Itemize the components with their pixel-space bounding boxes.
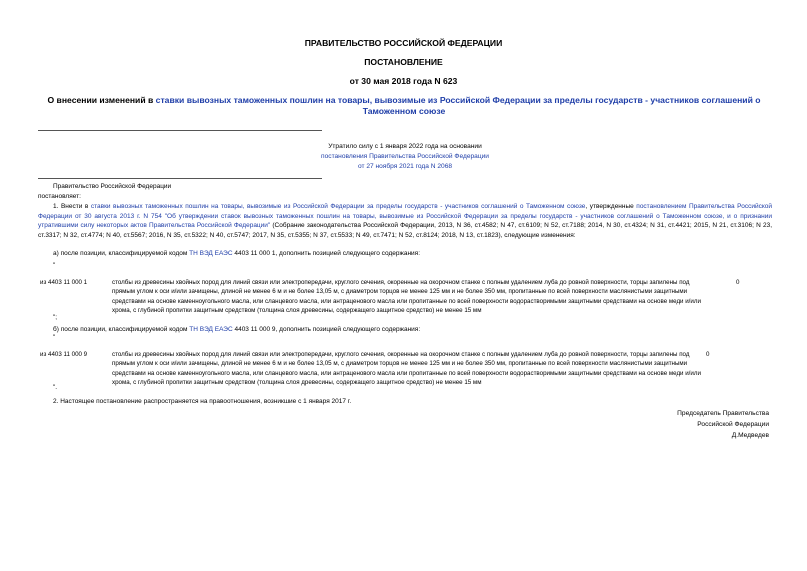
divider-bottom: [38, 178, 322, 179]
issuer-heading: ПРАВИТЕЛЬСТВО РОССИЙСКОЙ ФЕДЕРАЦИИ: [304, 38, 503, 48]
position-description: столбы из древесины хвойных пород для линий связи или электропередачи, круглого сечения, окоренные на окорочном станке с полным удалением луба до ровной поверхности, торцы запилены под прямым углом к оси и/или зачищены, длиной не менее 6 м и не более 13,05 м, с диаметром торцов не менее 125 мм и не более 350 мм, пропитанные по всей поверхности маслянистыми защитными средствами на основе каменноугольного масла, или сланцевого масла, или антраценового масла или пропитанные по всей поверхности водорастворимыми защитными средствами на основе меди и/или хрома, с глубиной пропитки защитным средством (толщина слоя древесины, содержащего защитное средство) не менее 15 мм: [112, 351, 701, 387]
quote-open: ": [53, 262, 56, 269]
status-link-decree[interactable]: постановления Правительства Российской Федерации: [321, 153, 489, 160]
subitem-b-tnved-link[interactable]: ТН ВЭД ЕАЭС: [189, 326, 233, 333]
item1-prefix: 1. Внести в: [53, 203, 91, 210]
subitem-b-prefix: б) после позиции, классифицируемой кодом: [53, 326, 190, 333]
item-1: [38, 202, 772, 240]
item1-rates-link[interactable]: ставки вывозных таможенных пошлин на товары, вывозимые из Российской Федерации за пределы государств - участников соглашений о Таможенном союзе: [90, 203, 586, 210]
quote-close: ";: [53, 314, 58, 321]
position-code: из 4403 11 000 9: [40, 351, 88, 358]
position-description: столбы из древесины хвойных пород для линий связи или электропередачи, круглого сечения, окоренные на окорочном станке с полным удалением луба до ровной поверхности, торцы запилены под прямым углом к оси и/или зачищены, длиной не менее 6 м и не более 13,05 м, с диаметром торцов не менее 125 мм и не более 350 мм, пропитанные по всей поверхности маслянистыми защитными средствами на основе каменноугольного масла, или сланцевого масла, или антраценового масла или пропитанные по всей поверхности водорастворимыми защитными средствами на основе меди и/или хрома, с глубиной пропитки защитным средством (толщина слоя древесины, содержащего защитное средство) не менее 15 мм: [112, 279, 701, 315]
subitem-a-tnved-link[interactable]: ТН ВЭД ЕАЭС: [189, 250, 233, 257]
subitem-a: [53, 249, 420, 259]
position-rate: 0: [736, 279, 740, 286]
signature-org: Российской Федерации: [697, 421, 769, 428]
position-code: из 4403 11 000 1: [40, 279, 88, 286]
subject-link[interactable]: ставки вывозных таможенных пошлин на товары, вывозимые из Российской Федерации за пределы государств - участников соглашений о Таможенном союзе: [155, 95, 761, 116]
signature-name: Д.Медведев: [731, 432, 769, 439]
status-link-date[interactable]: от 27 ноября 2021 года N 2068: [357, 163, 453, 170]
quote-open: ": [53, 334, 56, 341]
document-subject: [34, 95, 774, 117]
government-name: Правительство Российской Федерации: [53, 183, 172, 190]
decrees-line: постановляет:: [38, 193, 81, 200]
item1-decree-link[interactable]: постановлением Правительства Российской Федерации от 30 августа 2013 г. N 754 "Об утверждении ставок вывозных таможенных пошлин на товары, вывозимые из Российской Федерации за пределы государств - участников соглашений о Таможенном союзе, и о признании утратившими силу некоторых актов Правительства Российской Федерации": [38, 203, 772, 230]
document-date: от 30 мая 2018 года N 623: [349, 76, 458, 86]
subitem-b-suffix: 4403 11 000 9, дополнить позицией следующего содержания:: [232, 326, 421, 333]
item1-suffix: (Собрание законодательства Российской Федерации, 2013, N 36, ст.4582; N 47, ст.6109; N 52, ст.7188; 2014, N 30, ст.4324; N 31, ст.4421; 2015, N 21, ст.3106; N 23, ст.3317; N 32, ст.4774; N 40, ст.5567; 2016, N 35, ст.5322; N 40, ст.5747; 2017, N 35, ст.5355; N 37, ст.5533; N 49, ст.7471; N 52, ст.8124; 2018, N 13, ст.1823), следующие изменения:: [38, 222, 772, 239]
item-2: 2. Настоящее постановление распространяется на правоотношения, возникшие с 1 января 2017 г.: [53, 398, 352, 405]
status-line-1: Утратило силу с 1 января 2022 года на основании: [328, 143, 482, 150]
document-type: ПОСТАНОВЛЕНИЕ: [364, 57, 443, 67]
position-rate: 0: [706, 351, 710, 358]
quote-close: ".: [53, 384, 58, 391]
subject-prefix: О внесении изменений в: [47, 95, 156, 105]
subitem-b: [53, 325, 420, 335]
divider-top: [38, 130, 322, 131]
subitem-a-prefix: а) после позиции, классифицируемой кодом: [53, 250, 190, 257]
signature-title: Председатель Правительства: [677, 410, 769, 417]
subitem-a-suffix: 4403 11 000 1, дополнить позицией следующего содержания:: [232, 250, 421, 257]
item1-mid: , утвержденные: [585, 203, 637, 210]
